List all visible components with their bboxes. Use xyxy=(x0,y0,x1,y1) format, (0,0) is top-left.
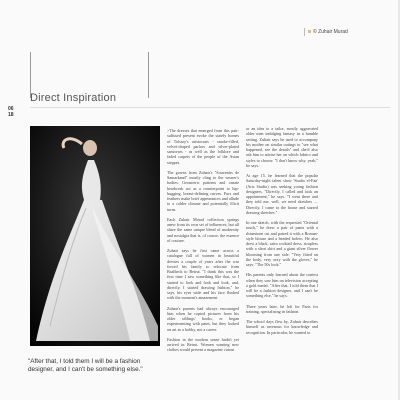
paragraph: Zuhair says he first came across a catalogue full of women in beautiful dresses a couple of years after the war forced his family to relocate from Baalbeck to Beirut. "I think this was the first time I saw something like that, so I started to look and look and look, and, directly, I started drawing fashion," he says, his eyes wide and his face flushed with the moment's amazement. xyxy=(167,248,239,301)
paragraph: >The dresses that emerged from this pair-suffused present evoke the stately homes of Tolstoy's aristocrats - smoke-filled, velvet-draped parlors and silver-plated samovars - as well as the folklore and faded carpets of the people of the Asian steppes. xyxy=(167,128,239,165)
paragraph: Zuhair's parents had always encouraged him when he copied pictures from his older siblings' books, or began experimenting with paint, but they looked on art as a hobby, not a career. xyxy=(167,305,239,332)
paragraph: At age 15, he learned that the popular Saturday-night talent show 'Studio el-Fan' (Arts Studio) was seeking young fashion designers. "Directly, I called and took an appointment," he says. "I went there and they told me, well, we need sketches .... Directly, I came to the house and started drawing sketches." xyxy=(246,173,318,215)
magazine-tag-text: © Zuhair Murad xyxy=(313,29,348,35)
pull-quote: "After that, I told them I will be a fashion designer, and I can't be something else." xyxy=(28,358,143,373)
paragraph: His parents only learned about the contest when they saw him on television accepting a gold medal. "After that, I told them that I will be a fashion designer, and I can't be something else," he says. xyxy=(246,272,318,299)
article-column-1 xyxy=(167,128,239,358)
paragraph: In one sketch, with the requested "Oriental touch," he drew a pair of pants with a rhinestone cut and paired it with a Roman-style blouse and a beaded bolero. He also drew a black, satin cocktail dress, strapless with a short skirt and a giant silver flower blooming from one side. "Very fitted on the body, very sexy with the gloves," he says. "The 50s look." xyxy=(246,220,318,267)
paragraph: The gowns from Zuhair's "Souvenirs de Samarkand" mostly cling to the wearer's bodies. Geometric patterns and ornate beadwork act as a counterpoint to hip-hugging, breast-defining curves. Furs and feathers make brief appearances and allude to a colder climate and potentially illicit turns. xyxy=(167,169,239,212)
dancer-in-white-gown-image xyxy=(30,126,160,346)
article-column-2 xyxy=(246,126,318,340)
paragraph: or an idea to a tailor, mostly aggravated older men indulging fantasy in a humble setting. Zuhair says he used to accompany his mother on similar outings to "see what happened, see the details" and she'd also ask him to advise her on which fabrics and styles to choose. "I don't know why, yeah," he says. xyxy=(246,126,318,168)
magazine-tag xyxy=(304,28,348,36)
section-divider xyxy=(30,107,390,108)
page-number: 06 18 xyxy=(8,106,14,118)
paragraph: Three years later, he left for Paris for training, specializing in fashion. xyxy=(246,303,318,314)
vertical-rule-right xyxy=(148,52,149,98)
paragraph: Each Zuhair Murad collection springs anew from its own set of influences, but all share the same unique blend of modernity and nostalgia that is, of course, the essence of couture. xyxy=(167,216,239,243)
paragraph: The school days flew by, Zuhair describes himself as ravenous for knowledge and recognition. In particular, he wanted to xyxy=(246,319,318,335)
fashion-photo xyxy=(30,126,160,346)
paragraph: Fashion in the modern sense hadn't yet arrived in Beirut. Women wanting new clothes would present a magazine cutout xyxy=(167,336,239,353)
section-title: Direct Inspiration xyxy=(30,92,117,104)
tag-square-icon xyxy=(308,30,311,33)
